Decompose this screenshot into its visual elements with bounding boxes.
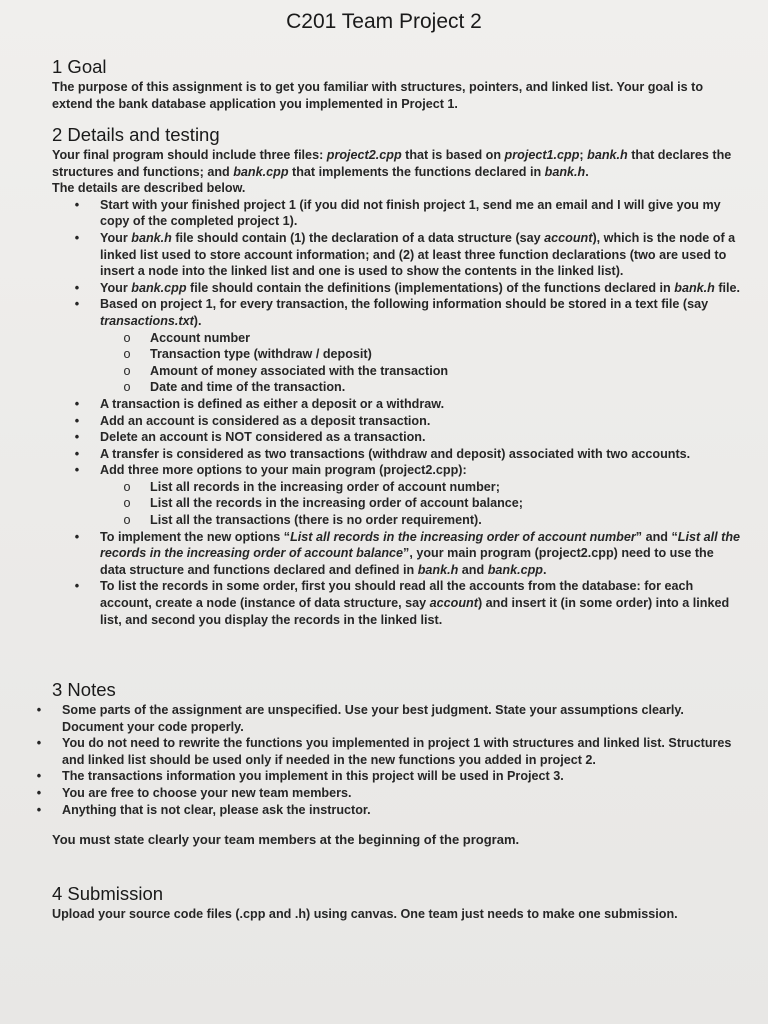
list-item-text: ) and insert it (in some order) into a linked list, and second you display the records in the linked list.: [100, 596, 730, 627]
list-item-text: Based on project 1, for every transaction, the following information should be stored in a text file (say: [100, 297, 709, 312]
sub-list-item-text: List all the records in the increasing order of account balance;: [150, 496, 524, 511]
list-item: [36, 802, 742, 819]
list-item: [36, 735, 742, 768]
list-item-text: Add an account is considered as a deposit transaction.: [100, 413, 431, 428]
intro-text: ;: [579, 148, 588, 162]
circle-bullet-icon: o: [123, 513, 131, 528]
bullet-icon: •: [74, 396, 80, 411]
team-members-note: You must state clearly your team members at the beginning of the program.: [52, 832, 520, 848]
option-name: List all the records in the increasing order of account balance: [100, 529, 741, 561]
section-heading-goal: 1 Goal: [52, 56, 107, 77]
goal-paragraph: The purpose of this assignment is to get you familiar with structures, pointers, and linked list. Your goal is to extend the bank database application you implemented in Project 1.: [52, 80, 704, 111]
list-item-text: .: [542, 562, 547, 577]
list-item-text: Delete an account is: [100, 430, 226, 445]
list-item-text: Some parts of the assignment are unspecified. Use your best judgment. State your assumptions clearly. Document your code properly.: [62, 703, 684, 734]
circle-bullet-icon: o: [123, 496, 131, 511]
bullet-icon: •: [36, 769, 42, 784]
list-item-text: Start with your finished project 1 (if you did not finish project 1, send me an email and I will give you my copy of the completed project 1).: [100, 197, 721, 229]
sub-list-item-text: List all the transactions (there is no order requirement).: [150, 513, 482, 528]
filename: bank.cpp: [131, 280, 187, 295]
circle-bullet-icon: o: [123, 347, 131, 362]
list-item: [74, 429, 742, 446]
list-item: [74, 296, 742, 396]
sub-list-item: [123, 479, 742, 496]
intro-text: .: [585, 164, 589, 179]
list-item-text: and: [458, 562, 488, 577]
bullet-icon: •: [74, 430, 80, 445]
list-item: [74, 197, 742, 230]
details-list: [52, 197, 742, 628]
sub-list-item: [123, 330, 742, 347]
intro-text: that declares the structures and functions; and: [52, 148, 732, 179]
term: account: [544, 230, 593, 245]
list-item-text: ”, your main program (project2.cpp) need to use the data structure and functions declared and defined in: [100, 546, 714, 577]
intro-text: that implements the functions declared in: [288, 164, 545, 179]
filename: bank.cpp: [233, 164, 289, 179]
sub-list-item: [123, 346, 742, 363]
details-intro: [52, 147, 742, 197]
sub-list-item-text: Account number: [150, 330, 251, 345]
list-item-text: A transfer is considered as two transactions (withdraw and deposit) associated with two accounts.: [100, 446, 691, 461]
list-item-text: Add three more options to your main program (project2.cpp):: [100, 463, 467, 478]
sub-list-item-text: List all records in the increasing order of account number;: [150, 479, 500, 494]
filename: project1.cpp: [504, 148, 580, 162]
filename: bank.cpp: [487, 562, 543, 577]
bullet-icon: •: [74, 463, 80, 478]
list-item-text: A transaction is defined as either a deposit or a withdraw.: [100, 396, 445, 411]
bullet-icon: •: [74, 197, 80, 212]
section-details: [52, 124, 742, 628]
emphasis-not: NOT: [225, 430, 252, 445]
list-item-text: ” and “: [635, 529, 678, 544]
filename: bank.h: [587, 148, 628, 162]
list-item: [74, 230, 742, 280]
bullet-icon: •: [74, 529, 80, 544]
sub-list-item-text: Transaction type (withdraw / deposit): [150, 347, 372, 362]
list-item-text: You do not need to rewrite the functions you implemented in project 1 with structures and linked list. Structures and linked list should be used only if needed in the new functions you added in project 2.: [62, 736, 732, 767]
bullet-icon: •: [74, 579, 80, 594]
section-goal: [52, 56, 742, 112]
circle-bullet-icon: o: [123, 479, 131, 494]
list-item-text: The transactions information you implement in this project will be used in Project 3.: [62, 769, 564, 784]
filename: bank.h: [131, 230, 172, 245]
list-item-text: ), which is the node of a linked list used to store account information; and (2) at least three function declarations (two are used to insert a node into the linked list and one is used to show the contents in the linked list).: [100, 230, 736, 279]
circle-bullet-icon: o: [123, 363, 131, 378]
new-options-list: [100, 479, 742, 529]
list-item-text: file should contain (1) the declaration of a data structure (say: [171, 230, 545, 245]
bullet-icon: •: [36, 736, 42, 751]
circle-bullet-icon: o: [123, 330, 131, 345]
list-item-text: You are free to choose your new team members.: [62, 785, 352, 800]
bullet-icon: •: [74, 446, 80, 461]
notes-list: [36, 702, 742, 818]
circle-bullet-icon: o: [123, 380, 131, 395]
bullet-icon: •: [36, 703, 42, 717]
list-item: [74, 462, 742, 528]
list-item-text: Anything that is not clear, please ask the instructor.: [62, 802, 371, 817]
list-item: [36, 785, 742, 802]
bullet-icon: •: [74, 297, 80, 312]
section-notes: [36, 679, 742, 849]
section-submission: [52, 883, 742, 923]
page-title: C201 Team Project 2: [286, 10, 482, 33]
bullet-icon: •: [36, 802, 42, 817]
sub-list-item: [123, 363, 742, 380]
list-item-text: file should contain the definitions (implementations) of the functions declared in: [186, 280, 675, 295]
sub-list-item: [123, 379, 742, 396]
intro-text: that is based on: [401, 148, 505, 162]
filename: bank.h: [674, 280, 715, 295]
term: account: [429, 596, 478, 611]
filename: transactions.txt: [100, 313, 194, 328]
filename: bank.h: [417, 562, 459, 577]
list-item: [74, 280, 742, 297]
sub-list-item: [123, 495, 742, 512]
list-item-text: To implement the new options “: [100, 529, 291, 544]
sub-list-item-text: Date and time of the transaction.: [150, 380, 346, 395]
list-item: [74, 529, 742, 579]
intro-text: Your final program should include three files:: [52, 148, 327, 162]
list-item-text: file.: [714, 280, 741, 295]
list-item-text: ).: [193, 313, 202, 328]
list-item-text: Your: [100, 280, 132, 295]
filename: bank.h: [544, 164, 586, 179]
intro-text: The details are described below.: [52, 181, 246, 196]
bullet-icon: •: [74, 280, 80, 295]
option-name: List all records in the increasing order of account number: [290, 529, 636, 544]
list-item: [74, 446, 742, 463]
list-item: [74, 413, 742, 430]
transaction-fields-list: [100, 330, 742, 396]
list-item-text: considered as a transaction.: [251, 430, 426, 445]
bullet-icon: •: [36, 785, 42, 800]
bullet-icon: •: [74, 413, 80, 428]
list-item: [74, 396, 742, 413]
list-item: [36, 702, 742, 735]
sub-list-item: [123, 512, 742, 529]
list-item-text: To list the records in some order, first you should read all the accounts from the database: for each account, create a node (instance of data structure, say: [100, 579, 694, 611]
section-heading-notes: 3 Notes: [52, 679, 116, 700]
filename: project2.cpp: [326, 148, 402, 162]
sub-list-item-text: Amount of money associated with the transaction: [150, 363, 449, 378]
list-item: [74, 578, 742, 628]
section-heading-submission: 4 Submission: [52, 883, 164, 904]
submission-paragraph: Upload your source code files (.cpp and .h) using canvas. One team just needs to make one submission.: [52, 907, 678, 921]
list-item-text: Your: [100, 230, 132, 245]
bullet-icon: •: [74, 230, 80, 245]
section-heading-details: 2 Details and testing: [52, 124, 220, 145]
list-item: [36, 768, 742, 785]
